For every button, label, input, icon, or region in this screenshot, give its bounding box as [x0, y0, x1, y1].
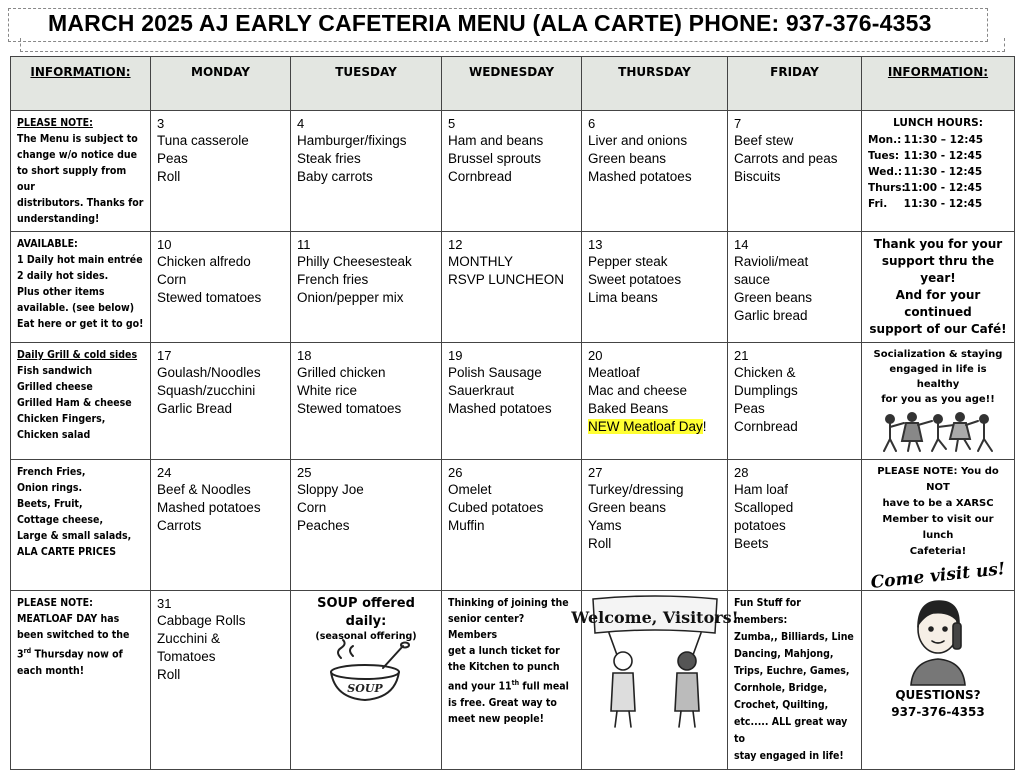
fun-line: stay engaged in life!	[734, 750, 844, 762]
menu-item: Carrots	[157, 518, 202, 533]
fun-stuff-cell	[728, 591, 862, 770]
menu-item: Green beans	[588, 500, 667, 515]
menu-item: Grilled chicken	[297, 365, 386, 380]
menu-item: potatoes	[734, 518, 786, 533]
lunch-hours-title: LUNCH HOURS:	[893, 117, 983, 129]
info-line: Grilled Ham & cheese	[17, 397, 132, 409]
column-header-wednesday: WEDNESDAY	[442, 57, 582, 111]
dancing-people-illustration	[878, 407, 998, 455]
fun-line: Dancing, Mahjong,	[734, 648, 834, 660]
info-line: PLEASE NOTE:	[17, 597, 93, 609]
menu-item: Steak fries	[297, 151, 361, 166]
day-number: 4	[297, 116, 305, 131]
day-number: 26	[448, 465, 463, 480]
menu-item: Muffin	[448, 518, 485, 533]
menu-item: Mashed potatoes	[448, 401, 552, 416]
menu-item: Roll	[588, 536, 612, 551]
fun-line: Cornhole, Bridge,	[734, 682, 828, 694]
day-cell	[442, 343, 582, 460]
info-cell-meatloaf-note	[11, 591, 151, 770]
hours-row: Tues: 11:30 - 12:45	[868, 150, 983, 162]
info-line: Eat here or get it to go!	[17, 318, 144, 330]
join-line: is free. Great way to	[448, 696, 557, 709]
menu-item: French fries	[297, 272, 369, 287]
day-cell	[582, 343, 728, 460]
column-header-tuesday: TUESDAY	[291, 57, 442, 111]
menu-item: Hamburger/fixings	[297, 133, 407, 148]
menu-calendar	[10, 56, 1015, 770]
day-number: 19	[448, 348, 463, 363]
info-line: to short supply from our	[17, 165, 127, 193]
menu-item: Liver and onions	[588, 133, 688, 148]
social-line: Socialization & staying	[873, 349, 1003, 360]
questions-cell	[862, 591, 1015, 770]
header-row	[11, 57, 1015, 111]
menu-item: Peas	[734, 401, 765, 416]
day-cell	[151, 111, 291, 232]
menu-item: Brussel sprouts	[448, 151, 542, 166]
welcome-cell	[570, 591, 739, 770]
day-cell	[291, 460, 442, 591]
soup-cell	[291, 591, 442, 770]
grill-heading: Daily Grill & cold sides	[17, 349, 138, 361]
day-cell	[151, 343, 291, 460]
menu-item: Pepper steak	[588, 254, 668, 269]
day-number: 20	[588, 348, 603, 363]
info-line: Chicken salad	[17, 429, 91, 441]
come-visit-us-script: Come visit us!	[869, 558, 1007, 594]
welcome-visitors-illustration	[570, 593, 739, 731]
menu-item: Peaches	[297, 518, 350, 533]
menu-item: Polish Sausage	[448, 365, 542, 380]
menu-item: Roll	[157, 169, 181, 184]
day-cell	[728, 111, 862, 232]
info-line: 1 Daily hot main entrée	[17, 254, 143, 266]
person-on-phone-illustration	[903, 595, 973, 687]
day-number: 17	[157, 348, 172, 363]
day-number: 5	[448, 116, 456, 131]
info-line: MEATLOAF DAY has	[17, 613, 120, 625]
menu-item: Cornbread	[734, 419, 798, 434]
week-row	[11, 460, 1015, 591]
day-number: 14	[734, 237, 749, 252]
day-cell	[151, 460, 291, 591]
menu-item: Roll	[157, 667, 181, 682]
menu-item: Corn	[297, 500, 327, 515]
info-line: each month!	[17, 664, 85, 677]
day-number: 7	[734, 116, 742, 131]
info-cell-note	[11, 111, 151, 232]
menu-item: Sloppy Joe	[297, 482, 364, 497]
questions-label: QUESTIONS?	[895, 688, 981, 702]
join-line: senior center? Members	[448, 613, 525, 641]
info-line: change w/o notice due	[17, 149, 137, 161]
info-line: 3rd Thursday now of	[17, 647, 123, 661]
info-line: Large & small salads,	[17, 530, 132, 542]
info-line: Plus other items	[17, 286, 105, 298]
menu-item: Lima beans	[588, 290, 658, 305]
join-line: meet new people!	[448, 712, 544, 725]
menu-item: Yams	[588, 518, 622, 533]
menu-item: Squash/zucchini	[157, 383, 256, 398]
day-cell	[728, 232, 862, 343]
menu-item: Baked Beans	[588, 401, 669, 416]
menu-item: Sweet potatoes	[588, 272, 682, 287]
menu-item: Onion/pepper mix	[297, 290, 404, 305]
menu-item: Scalloped	[734, 500, 794, 515]
day-number: 12	[448, 237, 463, 252]
title-border-lower	[20, 38, 1005, 52]
menu-item: sauce	[734, 272, 771, 287]
info-line: Grilled cheese	[17, 381, 93, 393]
join-line: and your 11th full meal	[448, 679, 569, 693]
svg-text:Welcome, Visitors!: Welcome, Visitors!	[570, 608, 739, 627]
social-cell	[862, 343, 1015, 460]
meatloaf-day-note: NEW Meatloaf Day!	[588, 419, 707, 434]
week-row	[11, 591, 1015, 770]
join-line: Thinking of joining the	[448, 597, 569, 609]
lunch-hours-cell	[862, 111, 1015, 232]
info-line: Chicken Fingers,	[17, 413, 106, 425]
menu-item: Green beans	[588, 151, 667, 166]
thanks-line: support thru the year!	[881, 254, 995, 285]
menu-item: Chicken &	[734, 365, 796, 380]
info-line: The Menu is subject to	[17, 133, 138, 145]
menu-item: Meatloaf	[588, 365, 640, 380]
day-cell	[728, 460, 862, 591]
info-line: French Fries,	[17, 466, 86, 478]
join-line: the Kitchen to punch	[448, 661, 560, 673]
menu-item: Biscuits	[734, 169, 781, 184]
day-number: 10	[157, 237, 172, 252]
day-cell	[442, 232, 582, 343]
phone-number: 937-376-4353	[891, 705, 985, 719]
info-line: understanding!	[17, 213, 100, 225]
info-line: ALA CARTE PRICES	[17, 546, 117, 558]
week-row	[11, 111, 1015, 232]
menu-item: Ham loaf	[734, 482, 789, 497]
info-line: Beets, Fruit,	[17, 498, 83, 510]
day-number: 11	[297, 237, 311, 252]
note-line: have to be a XARSC	[882, 498, 994, 509]
menu-item: Goulash/Noodles	[157, 365, 261, 380]
day-cell	[582, 460, 728, 591]
day-cell	[291, 232, 442, 343]
day-cell	[291, 111, 442, 232]
day-number: 27	[588, 465, 603, 480]
menu-item: Dumplings	[734, 383, 798, 398]
info-line: Cottage cheese,	[17, 514, 104, 526]
soup-title-daily: daily:	[345, 614, 387, 629]
day-cell	[151, 591, 291, 770]
menu-item: Beef stew	[734, 133, 794, 148]
note-line: Member to visit our lunch	[882, 514, 994, 541]
menu-item: MONTHLY	[448, 254, 514, 269]
day-cell	[728, 343, 862, 460]
day-number: 28	[734, 465, 749, 480]
menu-item: Stewed tomatoes	[297, 401, 402, 416]
info-line: available. (see below)	[17, 302, 135, 314]
info-line: 2 daily hot sides.	[17, 270, 109, 282]
page-title: MARCH 2025 AJ EARLY CAFETERIA MENU (ALA CARTE) PHONE: 937-376-4353	[48, 10, 932, 36]
join-cell	[442, 591, 582, 770]
day-number: 24	[157, 465, 172, 480]
day-number: 31	[157, 596, 172, 611]
fun-line: Crochet, Quilting,	[734, 699, 829, 711]
day-number: 18	[297, 348, 312, 363]
social-line: for you as you age!!	[881, 394, 995, 405]
menu-item: Beef & Noodles	[157, 482, 251, 497]
svg-text:SOUP: SOUP	[347, 682, 383, 695]
menu-item: Cubed potatoes	[448, 500, 544, 515]
info-cell-sides	[11, 460, 151, 591]
week-row	[11, 232, 1015, 343]
note-line: PLEASE NOTE: You do NOT	[877, 466, 999, 493]
menu-item: Garlic bread	[734, 308, 808, 323]
menu-item: Garlic Bread	[157, 401, 233, 416]
menu-item: Beets	[734, 536, 769, 551]
day-cell	[442, 111, 582, 232]
fun-line: Trips, Euchre, Games,	[734, 665, 850, 677]
fun-line: etc..... ALL great way to	[734, 716, 848, 745]
column-header-information-left: INFORMATION:	[11, 57, 151, 111]
info-cell-available	[11, 232, 151, 343]
day-number: 25	[297, 465, 312, 480]
menu-item: Mac and cheese	[588, 383, 688, 398]
soup-bowl-icon	[321, 642, 411, 704]
thanks-cell	[862, 232, 1015, 343]
day-number: 13	[588, 237, 603, 252]
menu-item: Tomatoes	[157, 649, 216, 664]
menu-item: Cabbage Rolls	[157, 613, 246, 628]
menu-item: Philly Cheesesteak	[297, 254, 412, 269]
soup-title: SOUP offered	[317, 596, 415, 611]
thanks-line: Thank you for your	[873, 237, 1003, 251]
menu-item: Zucchini &	[157, 631, 221, 646]
hours-row: Fri. 11:30 - 12:45	[868, 198, 983, 210]
menu-item: Sauerkraut	[448, 383, 515, 398]
column-header-information-right: INFORMATION:	[862, 57, 1015, 111]
menu-item: Stewed tomatoes	[157, 290, 262, 305]
day-cell	[582, 232, 728, 343]
menu-item: Baby carrots	[297, 169, 373, 184]
info-line: Fish sandwich	[17, 365, 93, 377]
day-cell	[442, 460, 582, 591]
menu-item: Chicken alfredo	[157, 254, 251, 269]
menu-item: White rice	[297, 383, 358, 398]
menu-item: Peas	[157, 151, 188, 166]
join-line: get a lunch ticket for	[448, 645, 560, 657]
note-heading: PLEASE NOTE:	[17, 117, 93, 129]
day-cell	[582, 111, 728, 232]
day-number: 3	[157, 116, 165, 131]
info-line: AVAILABLE:	[17, 238, 78, 250]
fun-line: Fun Stuff for members:	[734, 597, 801, 626]
thanks-line: support of our Café!	[869, 322, 1007, 336]
info-cell-grill	[11, 343, 151, 460]
menu-item: Corn	[157, 272, 187, 287]
visitor-note-cell	[862, 460, 1015, 594]
week-row	[11, 343, 1015, 460]
day-number: 21	[734, 348, 749, 363]
menu-item: RSVP LUNCHEON	[448, 272, 565, 287]
column-header-friday: FRIDAY	[728, 57, 862, 111]
menu-item: Ham and beans	[448, 133, 544, 148]
menu-item: Green beans	[734, 290, 813, 305]
soup-subtitle: (seasonal offering)	[315, 631, 417, 642]
info-line: Onion rings.	[17, 482, 83, 494]
hours-row: Wed.: 11:30 - 12:45	[868, 166, 983, 178]
day-number: 6	[588, 116, 596, 131]
menu-item: Omelet	[448, 482, 492, 497]
day-cell	[291, 343, 442, 460]
fun-line: Zumba,, Billiards, Line	[734, 631, 854, 643]
thanks-line: And for your continued	[895, 288, 981, 319]
menu-item: Carrots and peas	[734, 151, 838, 166]
note-line: Cafeteria!	[909, 546, 967, 557]
hours-row: Mon.: 11:30 – 12:45	[868, 134, 984, 146]
menu-item: Mashed potatoes	[588, 169, 692, 184]
hours-row: Thurs: 11:00 - 12:45	[868, 182, 983, 194]
column-header-monday: MONDAY	[151, 57, 291, 111]
info-line: distributors. Thanks for	[17, 197, 144, 209]
menu-item: Mashed potatoes	[157, 500, 261, 515]
social-line: engaged in life is healthy	[889, 364, 987, 390]
info-line: been switched to the	[17, 629, 130, 641]
day-cell	[151, 232, 291, 343]
menu-item: Turkey/dressing	[588, 482, 684, 497]
menu-item: Tuna casserole	[157, 133, 249, 148]
menu-item: Cornbread	[448, 169, 512, 184]
menu-item: Ravioli/meat	[734, 254, 809, 269]
column-header-thursday: THURSDAY	[582, 57, 728, 111]
